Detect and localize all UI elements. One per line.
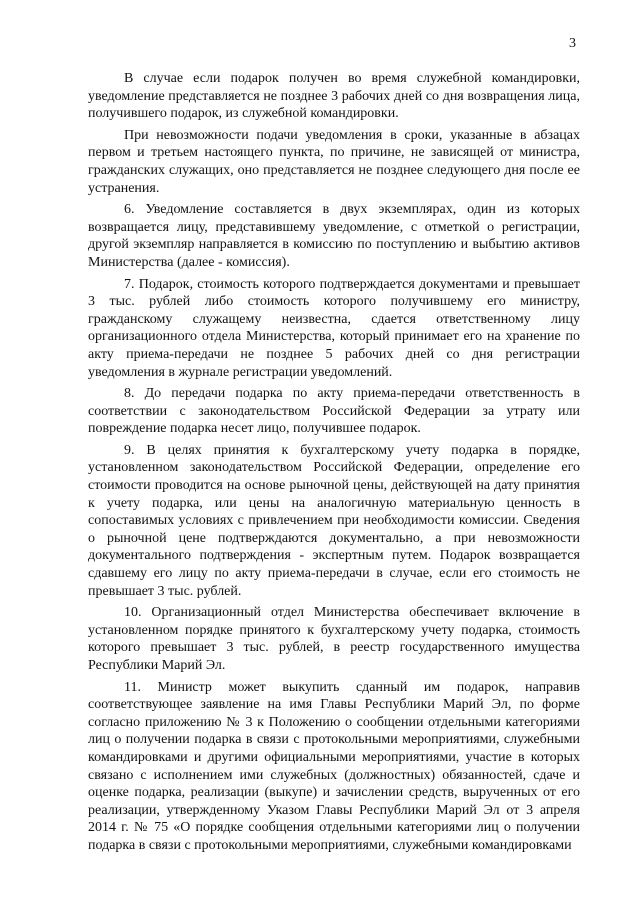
paragraph: 6. Уведомление составляется в двух экземплярах, один из которых возвращается лицу, представившему уведомление, с отметкой о регистрации, другой экземпляр направляется в комиссию по поступлению и выбытию активов Министерства (далее - комиссия). <box>88 202 580 270</box>
paragraph: 11. Министр может выкупить сданный им подарок, направив соответствующее заявление на имя Главы Республики Марий Эл, по форме согласно приложению № 3 к Положению о сообщении отдельными категориями лиц о получении подарка в связи с протокольными мероприятиями, служебными командировками и другими официальными мероприятиями, участие в которых связано с исполнением ими служебных (должностных) обязанностей, сдаче и оценке подарка, реализации (выкупе) и зачислении средств, вырученных от его реализации, утвержденному Указом Главы Республики Марий Эл от 3 апреля 2014 г. № 75 «О порядке сообщения отдельными категориями лиц о получении подарка в связи с протокольными мероприятиями, служебными командировками <box>88 679 580 853</box>
document-body <box>88 70 580 859</box>
paragraph: В случае если подарок получен во время служебной командировки, уведомление представляется не позднее 3 рабочих дней со дня возвращения лица, получившего подарок, из служебной командировки. <box>88 71 580 122</box>
page-number: 3 <box>569 36 576 51</box>
paragraph: При невозможности подачи уведомления в сроки, указанные в абзацах первом и третьем настоящего пункта, по причине, не зависящей от министра, гражданских служащих, оно представляется не позднее следующего дня после ее устранения. <box>88 127 580 196</box>
paragraph: 7. Подарок, стоимость которого подтверждается документами и превышает 3 тыс. рублей либо стоимость которого получившему его министру, гражданскому служащему неизвестна, сдается ответственному лицу организационного отдела Министерства, который принимает его на хранение по акту приема-передачи не позднее 5 рабочих дней со дня регистрации уведомления в журнале регистрации уведомлений. <box>88 276 580 380</box>
paragraph: 10. Организационный отдел Министерства обеспечивает включение в установленном порядке принятого к бухгалтерскому учету подарка, стоимость которого превышает 3 тыс. рублей, в реестр государственного имущества Республики Марий Эл. <box>88 605 580 673</box>
paragraph: 8. До передачи подарка по акту приема-передачи ответственность в соответствии с законодательством Российской Федерации за утрату или повреждение подарка несет лицо, получившее подарок. <box>88 386 580 437</box>
paragraph: 9. В целях принятия к бухгалтерскому учету подарка в порядке, установленном законодательством Российской Федерации, определение его стоимости проводится на основе рыночной цены, действующей на дату принятия к учету подарка, или цены на аналогичную материальную ценность в сопоставимых условиях с привлечением при необходимости комиссии. Сведения о рыночной цене подтверждаются документально, а при невозможности документального подтверждения - экспертным путем. Подарок возвращается сдавшему его лицу по акту приема-передачи в случае, если его стоимость не превышает 3 тыс. рублей. <box>88 442 580 599</box>
